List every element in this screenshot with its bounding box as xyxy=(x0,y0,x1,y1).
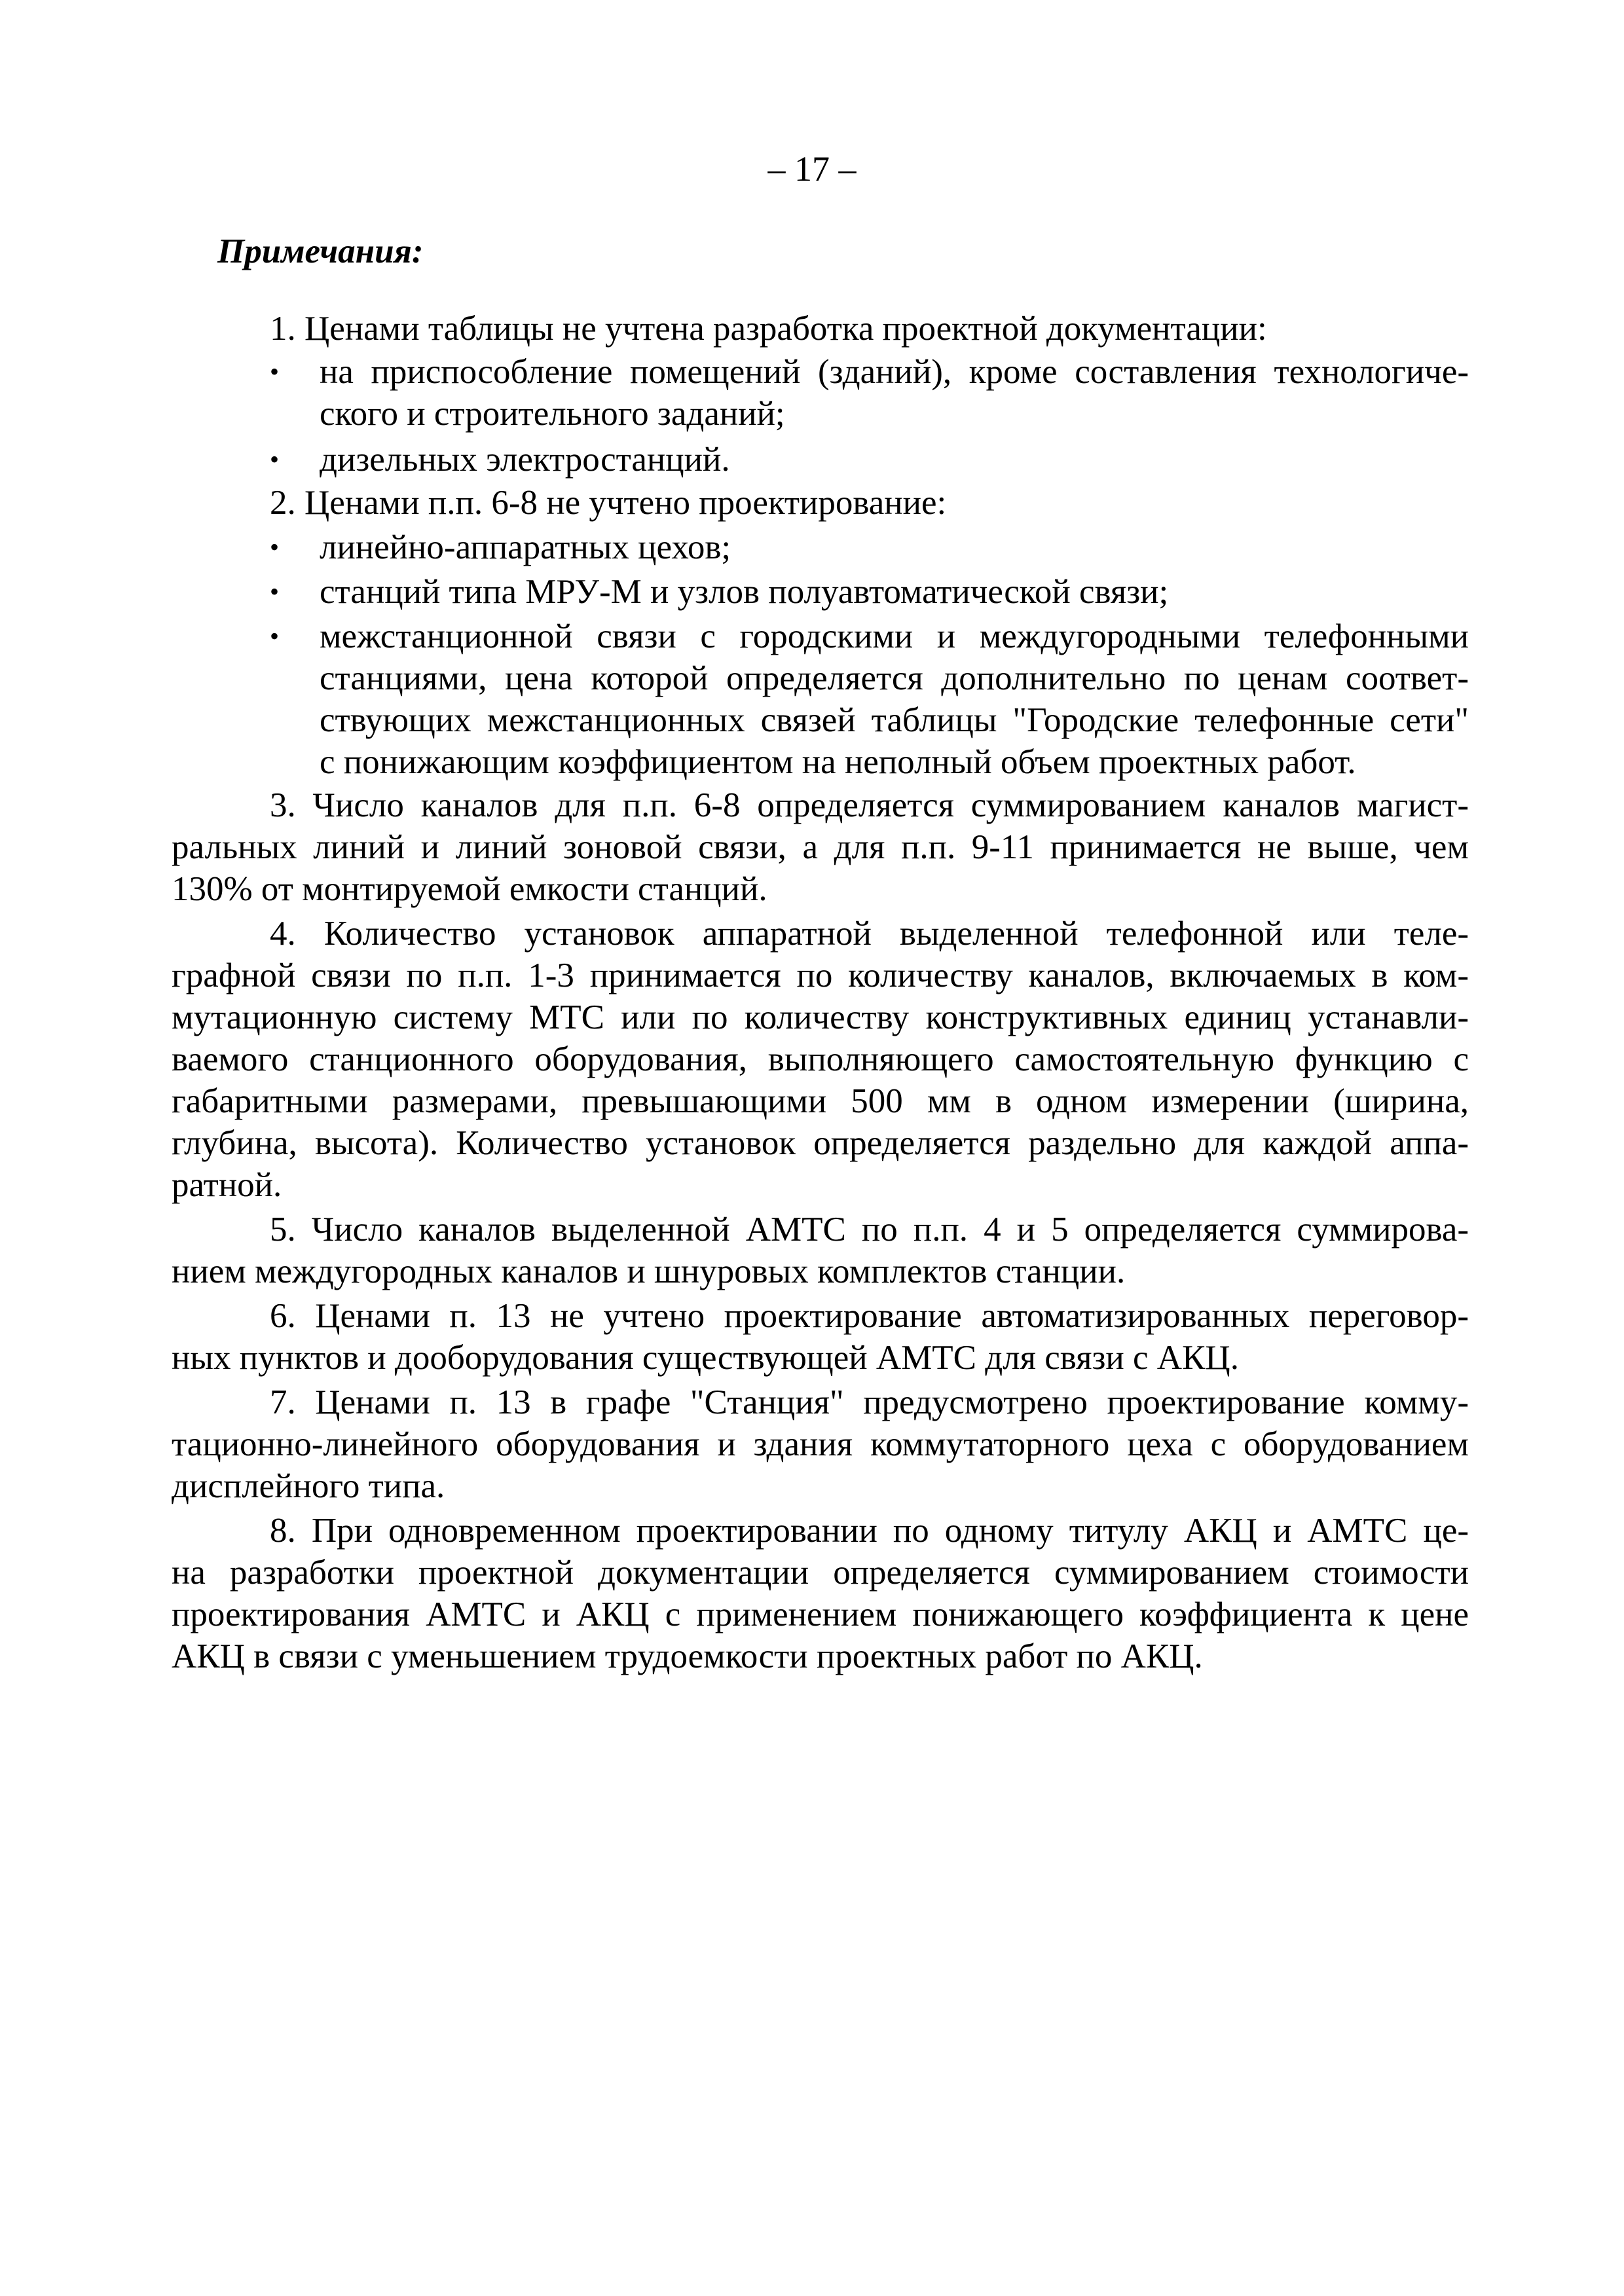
note-4-line-7: ратной. xyxy=(172,1166,282,1204)
note-1-bullet-1-line-1: на приспособление помещений (зданий), кроме составления технологиче- xyxy=(320,353,1469,391)
bullet-icon: • xyxy=(270,445,280,474)
note-4-line-6: глубина, высота). Количество установок определяется раздельно для каждой аппа- xyxy=(172,1124,1469,1162)
page-number: – 17 – xyxy=(767,149,857,189)
note-2-bullet-2-line-1: станций типа МРУ-М и узлов полуавтоматической связи; xyxy=(320,573,1169,611)
note-3-line-2: ральных линий и линий зоновой связи, а для п.п. 9-11 принимается не выше, чем xyxy=(172,828,1469,866)
note-2-bullet-3-line-1: межстанционной связи с городскими и междугородными телефонными xyxy=(320,617,1469,655)
notes-heading: Примечания: xyxy=(217,232,424,270)
bullet-icon: • xyxy=(270,621,280,651)
note-3-line-1: 3. Число каналов для п.п. 6-8 определяется суммированием каналов магист- xyxy=(270,786,1469,824)
note-4-line-4: ваемого станционного оборудования, выполняющего самостоятельную функцию с xyxy=(172,1040,1469,1078)
bullet-icon: • xyxy=(270,357,280,386)
note-7-line-2: тационно-линейного оборудования и здания коммутаторного цеха с оборудованием xyxy=(172,1425,1469,1463)
note-1-line-1: 1. Ценами таблицы не учтена разработка проектной документации: xyxy=(270,310,1267,348)
note-4-line-5: габаритными размерами, превышающими 500 мм в одном измерении (ширина, xyxy=(172,1082,1469,1120)
note-4-line-3: мутационную систему МТС или по количеству конструктивных единиц устанавли- xyxy=(172,998,1469,1036)
note-2-bullet-3-line-3: ствующих межстанционных связей таблицы "Городские телефонные сети" xyxy=(320,701,1469,739)
note-7-line-1: 7. Ценами п. 13 в графе "Станция" предусмотрено проектирование комму- xyxy=(270,1383,1469,1421)
note-5-line-2: нием междугородных каналов и шнуровых комплектов станции. xyxy=(172,1252,1126,1290)
note-7-line-3: дисплейного типа. xyxy=(172,1467,445,1505)
note-1-bullet-1-line-2: ского и строительного заданий; xyxy=(320,395,785,433)
note-6-line-1: 6. Ценами п. 13 не учтено проектирование автоматизированных переговор- xyxy=(270,1297,1469,1335)
note-1-bullet-2-line-1: дизельных электростанций. xyxy=(320,441,730,479)
note-2-bullet-3-line-2: станциями, цена которой определяется дополнительно по ценам соответ- xyxy=(320,659,1469,697)
note-4-line-2: графной связи по п.п. 1-3 принимается по количеству каналов, включаемых в ком- xyxy=(172,957,1469,994)
note-2-bullet-1-line-1: линейно-аппаратных цехов; xyxy=(320,528,731,566)
bullet-icon: • xyxy=(270,577,280,606)
note-3-line-3: 130% от монтируемой емкости станций. xyxy=(172,870,767,908)
note-8-line-4: АКЦ в связи с уменьшением трудоемкости проектных работ по АКЦ. xyxy=(172,1637,1203,1675)
note-8-line-1: 8. При одновременном проектировании по одному титулу АКЦ и АМТС це- xyxy=(270,1512,1469,1550)
note-8-line-2: на разработки проектной документации определяется суммированием стоимости xyxy=(172,1554,1469,1592)
note-2-line-1: 2. Ценами п.п. 6-8 не учтено проектирование: xyxy=(270,484,947,522)
note-5-line-1: 5. Число каналов выделенной АМТС по п.п. 4 и 5 определяется суммирова- xyxy=(270,1211,1469,1248)
note-6-line-2: ных пунктов и дооборудования существующей АМТС для связи с АКЦ. xyxy=(172,1339,1239,1377)
bullet-icon: • xyxy=(270,532,280,562)
note-2-bullet-3-line-4: с понижающим коэффициентом на неполный объем проектных работ. xyxy=(320,743,1356,781)
note-8-line-3: проектирования АМТС и АКЦ с применением понижающего коэффициента к цене xyxy=(172,1595,1469,1633)
note-4-line-1: 4. Количество установок аппаратной выделенной телефонной или теле- xyxy=(270,915,1469,953)
